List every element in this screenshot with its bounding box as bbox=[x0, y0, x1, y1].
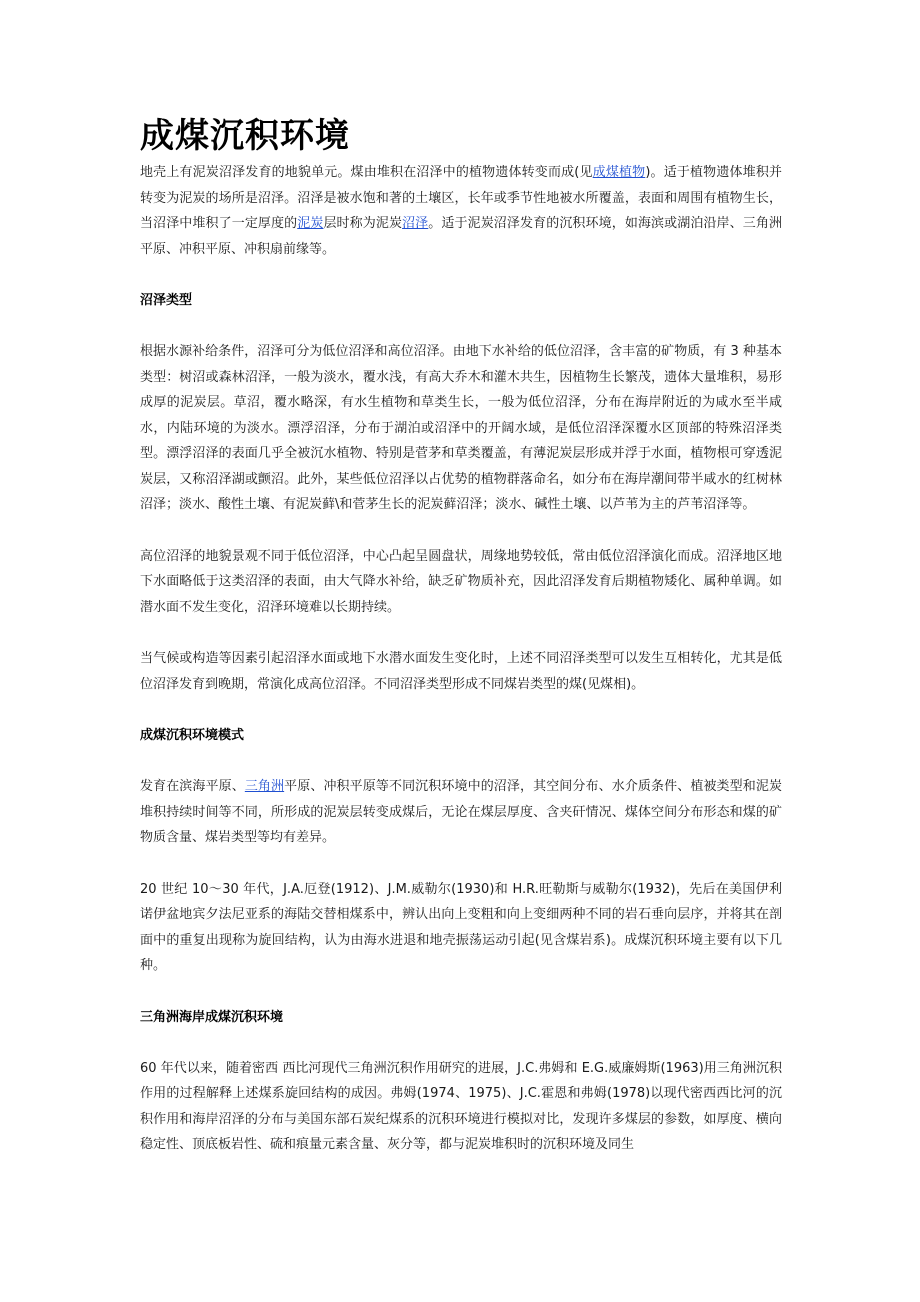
swamp-types-paragraph-2: 高位沼泽的地貌景观不同于低位沼泽，中心凸起呈圆盘状，周缘地势较低，常由低位沼泽演化而成。沼泽地区地下水面略低于这类沼泽的表面，由大气降水补给，缺乏矿物质补充，因此沼泽发育后期植物矮化、属种单调。如潜水面不发生变化，沼泽环境难以长期持续。 bbox=[140, 548, 782, 615]
intro-text-1: 地壳上有泥炭沼泽发育的地貌单元。煤由堆积在沼泽中的植物遗体转变而成(见 bbox=[140, 165, 593, 180]
spacer bbox=[140, 313, 782, 339]
section-heading-swamp-types: 沼泽类型 bbox=[140, 293, 193, 308]
spacer bbox=[140, 979, 782, 1005]
swamp-types-paragraph-1: 根据水源补给条件，沼泽可分为低位沼泽和高位沼泽。由地下水补给的低位沼泽，含丰富的矿物质，有 3 种基本类型：树沼或森林沼泽，一般为淡水，覆水浅，有高大乔木和灌木共生，因植物生长繁茂，遗体大量堆积，易形成厚的泥炭层。草沼，覆水略深，有水生植物和草类生长，一般为低位沼泽，分布在海岸附近的为咸水至半咸水，内陆环境的为淡水。漂浮沼泽，分布于湖泊或沼泽中的开阔水域，是低位沼泽深覆水区顶部的特殊沼泽类型。漂浮沼泽的表面几乎全被沉水植物、特别是菅茅和草类覆盖，有薄泥炭层形成并浮于水面，植物根可穿透泥炭层，又称沼泽湖或颤沼。此外，某些低位沼泽以占优势的植物群落命名，如分布在海岸潮间带半咸水的红树林沼泽；淡水、酸性土壤、有泥炭藓\和菅茅生长的泥炭藓沼泽；淡水、碱性土壤、以芦苇为主的芦苇沼泽等。 bbox=[140, 344, 782, 512]
env-text-1: 发育在滨海平原、 bbox=[140, 779, 245, 794]
environment-models-paragraph-2: 20 世纪 10～30 年代，J.A.厄登(1912)、J.M.威勒尔(1930)和 H.R.旺勒斯与威勒尔(1932)，先后在美国伊利诺伊盆地宾夕法尼亚系的海陆交替相煤系中，辨认出向上变粗和向上变细两种不同的岩石垂向层序，并将其在剖面中的重复出现称为旋回结构，认为由海水进退和地壳振荡运动引起(见含煤岩系)。成煤沉积环境主要有以下几种。 bbox=[140, 881, 782, 973]
link-coal-plants[interactable]: 成煤植物 bbox=[592, 165, 646, 180]
intro-text-2: )。适于植物遗体堆积并转变为泥炭的场所是沼泽。沼泽是被水饱和著的土壤区，长年或季节性地被水所覆盖，表面和周围有植物生长，当沼泽中堆积了一定厚度的 bbox=[140, 165, 782, 231]
spacer bbox=[140, 748, 782, 774]
spacer bbox=[140, 518, 782, 544]
env-text-2: 平原、冲积平原等不同沉积环境中的沼泽，其空间分布、水介质条件、植被类型和泥炭堆积持续时间等不同，所形成的泥炭层转变成煤后，无论在煤层厚度、含夹矸情况、煤体空间分布形态和煤的矿物质含量、煤岩类型等均有差异。 bbox=[140, 779, 782, 845]
spacer bbox=[140, 620, 782, 646]
section-heading-environment-models: 成煤沉积环境模式 bbox=[140, 728, 245, 743]
section-heading-delta-coast: 三角洲海岸成煤沉积环境 bbox=[140, 1009, 284, 1025]
link-swamp[interactable]: 沼泽 bbox=[402, 216, 429, 231]
spacer bbox=[140, 851, 782, 877]
document-body bbox=[140, 112, 782, 1158]
intro-text-3: 层时称为泥炭 bbox=[323, 216, 403, 231]
page-title: 成煤沉积环境 bbox=[140, 116, 350, 156]
delta-coast-paragraph-1: 60 年代以来，随着密西 西比河现代三角洲沉积作用研究的进展，J.C.弗姆和 E.G.威廉姆斯(1963)用三角洲沉积作用的过程解释上述煤系旋回结构的成因。弗姆(1974、1975)、J.C.霍恩和弗姆(1978)以现代密西西比河的沉积作用和海岸沼泽的分布与美国东部石炭纪煤系的沉积环境进行模拟对比，发现许多煤层的参数，如厚度、横向稳定性、顶底板岩性、硫和痕量元素含量、灰分等，都与泥炭堆积时的沉积环境及同生 bbox=[140, 1060, 782, 1152]
link-delta[interactable]: 三角洲 bbox=[244, 779, 285, 794]
swamp-types-paragraph-3: 当气候或构造等因素引起沼泽水面或地下水潜水面发生变化时，上述不同沼泽类型可以发生互相转化，尤其是低位沼泽发育到晚期，常演化成高位沼泽。不同沼泽类型形成不同煤岩类型的煤(见煤相)。 bbox=[140, 651, 782, 692]
link-peat[interactable]: 泥炭 bbox=[297, 216, 324, 231]
intro-paragraph bbox=[140, 160, 782, 262]
spacer bbox=[140, 262, 782, 288]
environment-models-paragraph-1 bbox=[140, 774, 782, 851]
spacer bbox=[140, 1030, 782, 1056]
intro-text-4: 。适于泥炭沼泽发育的沉积环境，如海滨或湖泊沿岸、三角洲平原、冲积平原、冲积扇前缘等。 bbox=[140, 216, 782, 257]
spacer bbox=[140, 697, 782, 723]
